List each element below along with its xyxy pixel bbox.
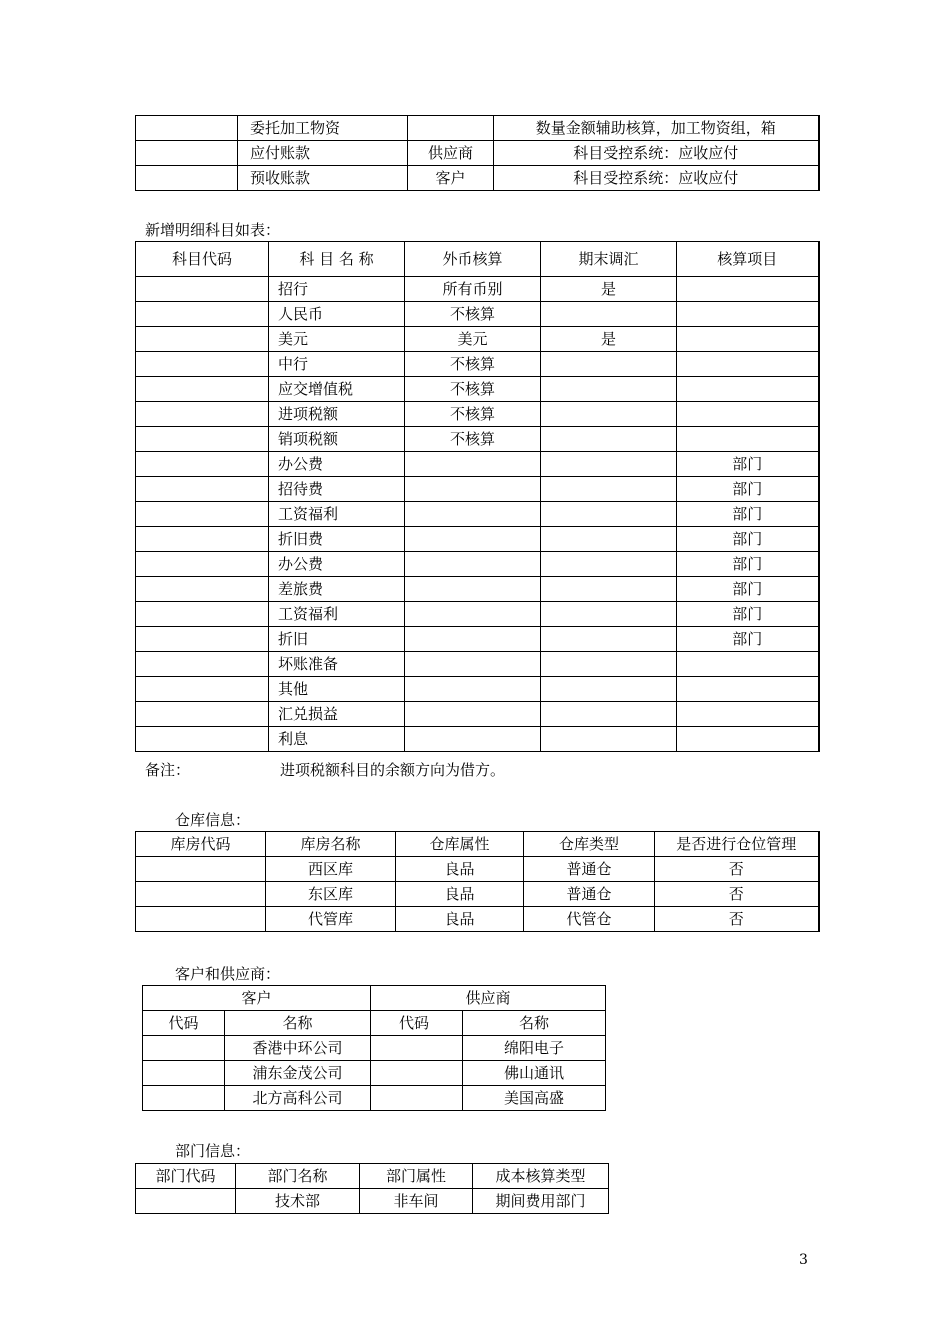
item-cell: 部门 — [677, 527, 819, 552]
item-cell — [677, 677, 819, 702]
header-cell: 成本核算类型 — [473, 1164, 609, 1189]
account-code-cell — [136, 502, 269, 527]
warehouse-table — [135, 831, 820, 932]
adjust-cell: 是 — [541, 277, 677, 302]
customer-name-cell: 香港中环公司 — [225, 1036, 371, 1061]
account-code-cell — [136, 352, 269, 377]
header-cell: 库房名称 — [266, 832, 396, 857]
header-cell: 代码 — [371, 1011, 463, 1036]
table-row — [136, 552, 819, 577]
item-cell — [677, 377, 819, 402]
table-group-row — [143, 986, 606, 1011]
account-code-cell — [136, 602, 269, 627]
account-name-cell: 汇兑损益 — [269, 702, 405, 727]
account-name-cell: 折旧 — [269, 627, 405, 652]
account-code-cell — [136, 577, 269, 602]
aux-cell: 客户 — [408, 166, 494, 191]
item-cell — [677, 327, 819, 352]
table-row — [136, 452, 819, 477]
code-cell — [136, 141, 238, 166]
adjust-cell — [541, 527, 677, 552]
warehouse-attr-cell: 良品 — [396, 907, 524, 932]
account-name-cell: 工资福利 — [269, 602, 405, 627]
adjust-cell — [541, 427, 677, 452]
table-header-row — [136, 1164, 609, 1189]
warehouse-attr-cell: 良品 — [396, 857, 524, 882]
item-cell — [677, 652, 819, 677]
dept-attr-cell: 非车间 — [360, 1189, 473, 1214]
account-code-cell — [136, 377, 269, 402]
header-cell: 名称 — [463, 1011, 606, 1036]
supplier-name-cell: 佛山通讯 — [463, 1061, 606, 1086]
table-header-row — [136, 832, 819, 857]
account-code-cell — [136, 727, 269, 752]
dept-cost-type-cell: 期间费用部门 — [473, 1189, 609, 1214]
table-row — [143, 1086, 606, 1111]
code-cell — [136, 116, 238, 141]
header-cell: 部门属性 — [360, 1164, 473, 1189]
table-row — [136, 882, 819, 907]
customer-group-header: 客户 — [143, 986, 371, 1011]
header-cell: 科目代码 — [136, 242, 269, 277]
fx-cell: 不核算 — [405, 352, 541, 377]
customer-name-cell: 北方高科公司 — [225, 1086, 371, 1111]
account-name-cell: 利息 — [269, 727, 405, 752]
table-row — [136, 427, 819, 452]
header-cell: 仓库属性 — [396, 832, 524, 857]
table-header-row — [136, 242, 819, 277]
account-name-cell: 工资福利 — [269, 502, 405, 527]
table-row — [143, 1036, 606, 1061]
account-name-cell: 美元 — [269, 327, 405, 352]
table-row — [136, 1189, 609, 1214]
warehouse-name-cell: 东区库 — [266, 882, 396, 907]
detail-heading: 新增明细科目如表： — [145, 221, 281, 239]
adjust-cell — [541, 352, 677, 377]
header-cell: 库房代码 — [136, 832, 266, 857]
item-cell — [677, 402, 819, 427]
account-code-cell — [136, 427, 269, 452]
fx-cell — [405, 677, 541, 702]
table-row — [136, 907, 819, 932]
item-cell: 部门 — [677, 552, 819, 577]
table-row — [136, 677, 819, 702]
dept-name-cell: 技术部 — [236, 1189, 360, 1214]
table-row — [136, 377, 819, 402]
item-cell: 部门 — [677, 602, 819, 627]
account-name-cell: 招行 — [269, 277, 405, 302]
customer-name-cell: 浦东金茂公司 — [225, 1061, 371, 1086]
table-row — [136, 652, 819, 677]
table-row — [136, 141, 819, 166]
item-cell — [677, 702, 819, 727]
account-code-cell — [136, 452, 269, 477]
warehouse-type-cell: 代管仓 — [524, 907, 655, 932]
account-name-cell: 差旅费 — [269, 577, 405, 602]
account-name-cell: 办公费 — [269, 552, 405, 577]
fx-cell: 不核算 — [405, 302, 541, 327]
header-cell: 代码 — [143, 1011, 225, 1036]
account-name-cell: 应付账款 — [238, 141, 408, 166]
fx-cell — [405, 627, 541, 652]
account-name-cell: 进项税额 — [269, 402, 405, 427]
fx-cell — [405, 577, 541, 602]
fx-cell: 不核算 — [405, 402, 541, 427]
account-code-cell — [136, 677, 269, 702]
fx-cell — [405, 502, 541, 527]
fx-cell — [405, 702, 541, 727]
item-cell: 部门 — [677, 577, 819, 602]
warehouse-code-cell — [136, 907, 266, 932]
table-row — [143, 1061, 606, 1086]
header-cell: 仓库类型 — [524, 832, 655, 857]
header-cell: 部门代码 — [136, 1164, 236, 1189]
account-code-cell — [136, 477, 269, 502]
table-row — [136, 477, 819, 502]
table-row — [136, 627, 819, 652]
note-cell: 科目受控系统：应收应付 — [494, 166, 819, 191]
supplier-group-header: 供应商 — [371, 986, 606, 1011]
header-cell: 部门名称 — [236, 1164, 360, 1189]
fx-cell — [405, 652, 541, 677]
account-name-cell: 办公费 — [269, 452, 405, 477]
fx-cell: 不核算 — [405, 427, 541, 452]
item-cell — [677, 277, 819, 302]
header-cell: 是否进行仓位管理 — [655, 832, 819, 857]
account-code-cell — [136, 302, 269, 327]
fx-cell: 不核算 — [405, 377, 541, 402]
table-row — [136, 602, 819, 627]
account-name-cell: 人民币 — [269, 302, 405, 327]
header-cell: 外币核算 — [405, 242, 541, 277]
supplier-code-cell — [371, 1086, 463, 1111]
header-cell: 科 目 名 称 — [269, 242, 405, 277]
table-row — [136, 857, 819, 882]
table-row — [136, 302, 819, 327]
header-cell: 期末调汇 — [541, 242, 677, 277]
warehouse-attr-cell: 良品 — [396, 882, 524, 907]
account-code-cell — [136, 402, 269, 427]
account-name-cell: 坏账准备 — [269, 652, 405, 677]
customer-code-cell — [143, 1086, 225, 1111]
adjust-cell — [541, 452, 677, 477]
adjust-cell — [541, 552, 677, 577]
fx-cell — [405, 452, 541, 477]
code-cell — [136, 166, 238, 191]
account-name-cell: 招待费 — [269, 477, 405, 502]
remark-text: 进项税额科目的余额方向为借方。 — [280, 761, 506, 779]
account-name-cell: 中行 — [269, 352, 405, 377]
dept-table — [135, 1163, 609, 1214]
aux-cell: 供应商 — [408, 141, 494, 166]
account-name-cell: 折旧费 — [269, 527, 405, 552]
adjust-cell — [541, 627, 677, 652]
table-row — [136, 116, 819, 141]
table-row — [136, 277, 819, 302]
adjust-cell — [541, 402, 677, 427]
adjust-cell — [541, 477, 677, 502]
partner-heading: 客户和供应商： — [175, 965, 281, 983]
note-cell: 数量金额辅助核算，加工物资组，箱 — [494, 116, 819, 141]
adjust-cell — [541, 302, 677, 327]
item-cell: 部门 — [677, 477, 819, 502]
fx-cell: 美元 — [405, 327, 541, 352]
table-row — [136, 402, 819, 427]
warehouse-managed-cell: 否 — [655, 882, 819, 907]
table-row — [136, 327, 819, 352]
item-cell — [677, 352, 819, 377]
fx-cell — [405, 477, 541, 502]
table-row — [136, 702, 819, 727]
adjust-cell — [541, 602, 677, 627]
warehouse-name-cell: 西区库 — [266, 857, 396, 882]
partner-table — [142, 985, 606, 1111]
supplier-code-cell — [371, 1061, 463, 1086]
customer-code-cell — [143, 1036, 225, 1061]
header-cell: 核算项目 — [677, 242, 819, 277]
account-name-cell: 应交增值税 — [269, 377, 405, 402]
dept-heading: 部门信息： — [175, 1142, 251, 1160]
account-name-cell: 销项税额 — [269, 427, 405, 452]
warehouse-heading: 仓库信息： — [175, 811, 251, 829]
supplier-name-cell: 美国高盛 — [463, 1086, 606, 1111]
item-cell: 部门 — [677, 452, 819, 477]
header-cell: 名称 — [225, 1011, 371, 1036]
fx-cell — [405, 527, 541, 552]
account-name-cell: 预收账款 — [238, 166, 408, 191]
aux-cell — [408, 116, 494, 141]
dept-code-cell — [136, 1189, 236, 1214]
fx-cell — [405, 602, 541, 627]
adjust-cell — [541, 377, 677, 402]
table-row — [136, 527, 819, 552]
account-code-cell — [136, 327, 269, 352]
warehouse-type-cell: 普通仓 — [524, 857, 655, 882]
customer-code-cell — [143, 1061, 225, 1086]
account-name-cell: 其他 — [269, 677, 405, 702]
fx-cell — [405, 727, 541, 752]
warehouse-code-cell — [136, 857, 266, 882]
adjust-cell — [541, 502, 677, 527]
item-cell — [677, 427, 819, 452]
warehouse-managed-cell: 否 — [655, 907, 819, 932]
adjust-cell — [541, 727, 677, 752]
note-cell: 科目受控系统：应收应付 — [494, 141, 819, 166]
detail-account-table — [135, 241, 820, 752]
account-code-cell — [136, 552, 269, 577]
table-row — [136, 352, 819, 377]
account-code-cell — [136, 627, 269, 652]
supplier-name-cell: 绵阳电子 — [463, 1036, 606, 1061]
remark-label: 备注： — [145, 761, 191, 779]
table-row — [136, 502, 819, 527]
table-row — [136, 577, 819, 602]
warehouse-name-cell: 代管库 — [266, 907, 396, 932]
fx-cell: 所有币别 — [405, 277, 541, 302]
item-cell — [677, 302, 819, 327]
table-row — [136, 727, 819, 752]
warehouse-managed-cell: 否 — [655, 857, 819, 882]
adjust-cell — [541, 577, 677, 602]
adjust-cell: 是 — [541, 327, 677, 352]
account-name-cell: 委托加工物资 — [238, 116, 408, 141]
supplier-code-cell — [371, 1036, 463, 1061]
top-account-table — [135, 115, 820, 191]
account-code-cell — [136, 652, 269, 677]
account-code-cell — [136, 702, 269, 727]
adjust-cell — [541, 652, 677, 677]
item-cell — [677, 727, 819, 752]
account-code-cell — [136, 277, 269, 302]
warehouse-type-cell: 普通仓 — [524, 882, 655, 907]
fx-cell — [405, 552, 541, 577]
adjust-cell — [541, 677, 677, 702]
item-cell: 部门 — [677, 502, 819, 527]
table-header-row — [143, 1011, 606, 1036]
item-cell: 部门 — [677, 627, 819, 652]
adjust-cell — [541, 702, 677, 727]
table-row — [136, 166, 819, 191]
account-code-cell — [136, 527, 269, 552]
warehouse-code-cell — [136, 882, 266, 907]
page-number: 3 — [799, 1252, 808, 1268]
